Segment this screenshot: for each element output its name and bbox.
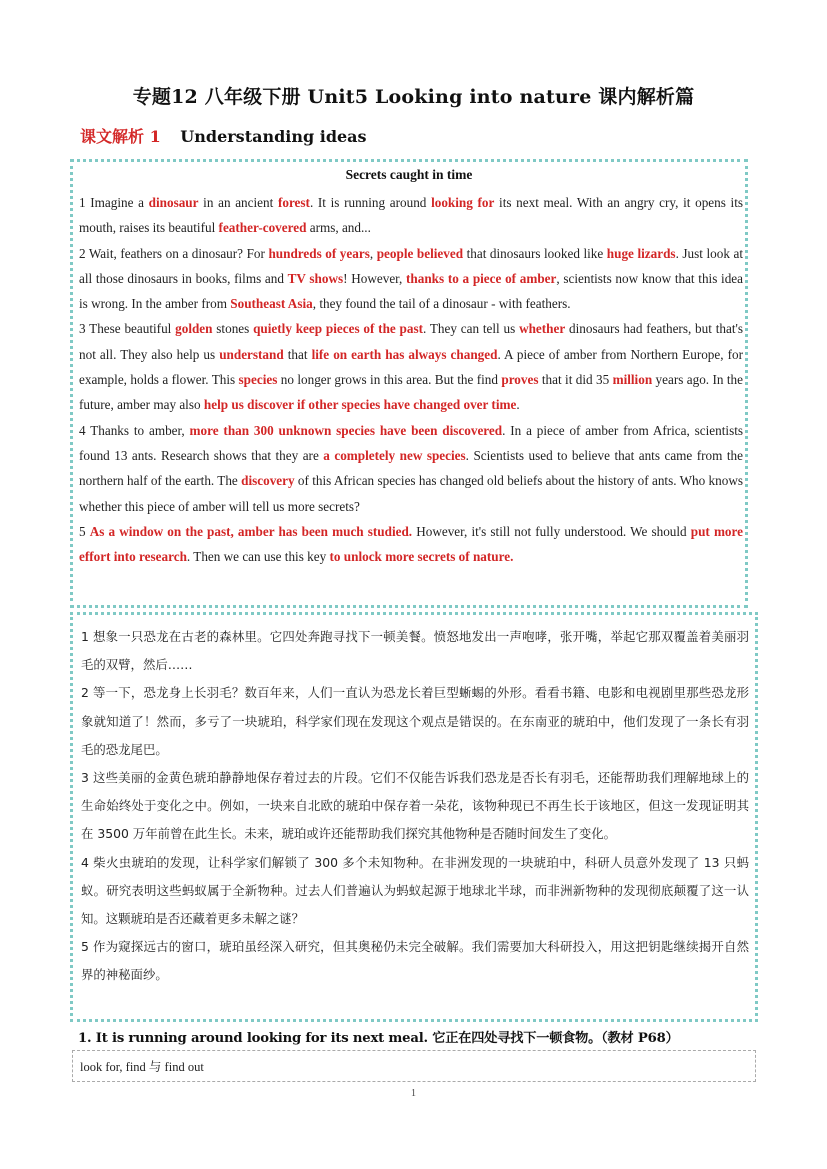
passage-text: 4 Thanks to amber, (79, 422, 190, 438)
passage-paragraph-3 (79, 316, 743, 417)
page-number: 1 (411, 1088, 416, 1099)
highlighted-phrase: forest (277, 195, 310, 210)
passage-paragraph-2 (79, 241, 743, 317)
note-box (72, 1050, 756, 1082)
highlighted-phrase: feather-covered (218, 220, 307, 236)
highlighted-phrase: As a window on the past, amber has been much studied. (89, 523, 413, 539)
passage-text: However, it's still not fully understood. We should (412, 523, 691, 539)
passage-text: that it did 35 (538, 372, 613, 388)
highlighted-phrase: people believed (376, 245, 464, 261)
passage-text: dinosaurs had feathers, but that's not all. They also help us (79, 321, 743, 362)
passage-body (79, 190, 743, 569)
passage-text: . Just look at all those dinosaurs in books, films and (79, 245, 743, 286)
passage-paragraph-5 (79, 519, 743, 570)
passage-text: . A piece of amber from Northern Europe, for example, holds a flower. This (79, 346, 743, 388)
passage-text: , scientists now know that this idea is wrong. In the amber from (79, 270, 743, 312)
highlighted-phrase: golden (175, 321, 213, 337)
passage-text: . (516, 397, 520, 413)
passage-text: that dinosaurs looked like (463, 245, 607, 261)
passage-text: 2 Wait, feathers on a dinosaur? For (79, 245, 269, 261)
english-passage-box (70, 159, 748, 608)
passage-text: , they found the tail of a dinosaur - with feathers. (312, 296, 571, 312)
highlighted-phrase: hundreds of years (268, 245, 370, 261)
section-heading (80, 124, 367, 147)
highlighted-phrase: species (238, 372, 278, 388)
passage-text: 3 These beautiful (79, 321, 176, 337)
highlighted-phrase: quietly keep pieces of the past (253, 321, 424, 337)
passage-text: , (369, 245, 377, 261)
passage-text: 1 Imagine a (79, 195, 149, 210)
translation-paragraph-3: 3 这些美丽的金黄色琥珀静静地保存着过去的片段。它们不仅能告诉我们恐龙是否长有羽毛，还能帮助我们理解地球上的生命始终处于变化之中。例如，一块来自北欧的琥珀中保存着一朵花，该物种现已不再生长于该地区，但这一发现证明其在 3500 万年前曾在此生长。未来，琥珀或许还能帮助我们探究其他物种是否随时间发生了变化。 (81, 770, 749, 842)
passage-paragraph-1 (79, 190, 743, 241)
passage-text: ! However, (343, 270, 407, 286)
highlighted-phrase: proves (501, 372, 539, 388)
passage-text: . It is running around (309, 195, 432, 210)
highlighted-phrase: life on earth has always changed (311, 346, 498, 362)
passage-text: stones (212, 321, 254, 337)
highlighted-phrase: thanks to a piece of amber (406, 270, 557, 286)
passage-text: no longer grows in this area. But the find (277, 372, 502, 388)
passage-text: . They can tell us (423, 321, 520, 337)
passage-text: its next meal. With an angry cry, it opens its mouth, raises its beautiful (79, 195, 744, 236)
highlighted-phrase: dinosaur (148, 195, 199, 210)
passage-title: Secrets caught in time (345, 167, 473, 182)
highlighted-phrase: help us discover if other species have changed over time (203, 397, 517, 413)
passage-text: years ago. In the future, amber may also (79, 372, 743, 413)
highlighted-phrase: a completely new species (323, 447, 466, 463)
highlighted-phrase: huge lizards (606, 245, 676, 261)
highlighted-phrase: discovery (241, 473, 295, 489)
note-text: look for, find 与 find out (80, 1060, 204, 1074)
highlighted-phrase: million (612, 372, 653, 388)
key-sentence-1: 1. It is running around looking for its next meal. 它正在四处寻找下一顿食物。（教材 P68） (78, 1031, 679, 1046)
highlighted-phrase: to unlock more secrets of nature. (329, 549, 514, 565)
translation-paragraph-1: 1 想象一只恐龙在古老的森林里。它四处奔跑寻找下一顿美餐。愤怒地发出一声咆哮，张开嘴，举起它那双覆盖着美丽羽毛的双臂，然后…… (81, 629, 749, 673)
passage-text: . Scientists used to believe that ants came from the northern half of the earth. The (79, 447, 744, 489)
section-label: 课文解析 1 (80, 127, 161, 146)
passage-text: that (283, 346, 312, 362)
translation-body (81, 623, 749, 990)
highlighted-phrase: understand (219, 346, 284, 362)
highlighted-phrase: TV shows (287, 270, 344, 286)
passage-paragraph-4 (79, 418, 743, 519)
translation-paragraph-2: 2 等一下，恐龙身上长羽毛？数百年来，人们一直认为恐龙长着巨型蜥蜴的外形。看看书籍、电影和电视剧里那些恐龙形象就知道了！然而，多亏了一块琥珀，科学家们现在发现这个观点是错误的。在东南亚的琥珀中，他们发现了一条长有羽毛的恐龙尾巴。 (81, 685, 749, 757)
translation-paragraph-4: 4 柴火虫琥珀的发现，让科学家们解锁了 300 多个未知物种。在非洲发现的一块琥珀中，科研人员意外发现了 13 只蚂蚁。研究表明这些蚂蚁属于全新物种。过去人们普遍认为蚂蚁起源于地球北半球，而非洲新物种的发现彻底颠覆了这一认知。这颗琥珀是否还藏着更多未解之谜？ (81, 854, 749, 927)
passage-text: of this African species has changed old beliefs about the history of ants. Who knows whether this piece of amber will tell us more secrets? (79, 473, 743, 514)
document-title: 专题12 八年级下册 Unit5 Looking into nature 课内解析篇 (132, 86, 695, 108)
highlighted-phrase: put more effort into research (79, 523, 743, 565)
passage-text: in an ancient (198, 195, 278, 210)
highlighted-phrase: more than 300 unknown species have been discovered (189, 422, 503, 438)
passage-text: arms, and... (306, 220, 371, 236)
translation-paragraph-5: 5 作为窥探远古的窗口，琥珀虽经深入研究，但其奥秘仍未完全破解。我们需要加大科研投入，用这把钥匙继续揭开自然界的神秘面纱。 (81, 939, 749, 983)
passage-text: . In a piece of amber from Africa, scientists found 13 ants. Research shows that they are (79, 422, 744, 463)
highlighted-phrase: looking for (431, 195, 495, 210)
highlighted-phrase: whether (519, 321, 566, 337)
passage-text: . Then we can use this key (186, 549, 330, 565)
section-title: Understanding ideas (180, 127, 367, 146)
chinese-translation-box (70, 612, 758, 1022)
highlighted-phrase: Southeast Asia (230, 296, 313, 312)
passage-text: 5 (79, 523, 90, 539)
